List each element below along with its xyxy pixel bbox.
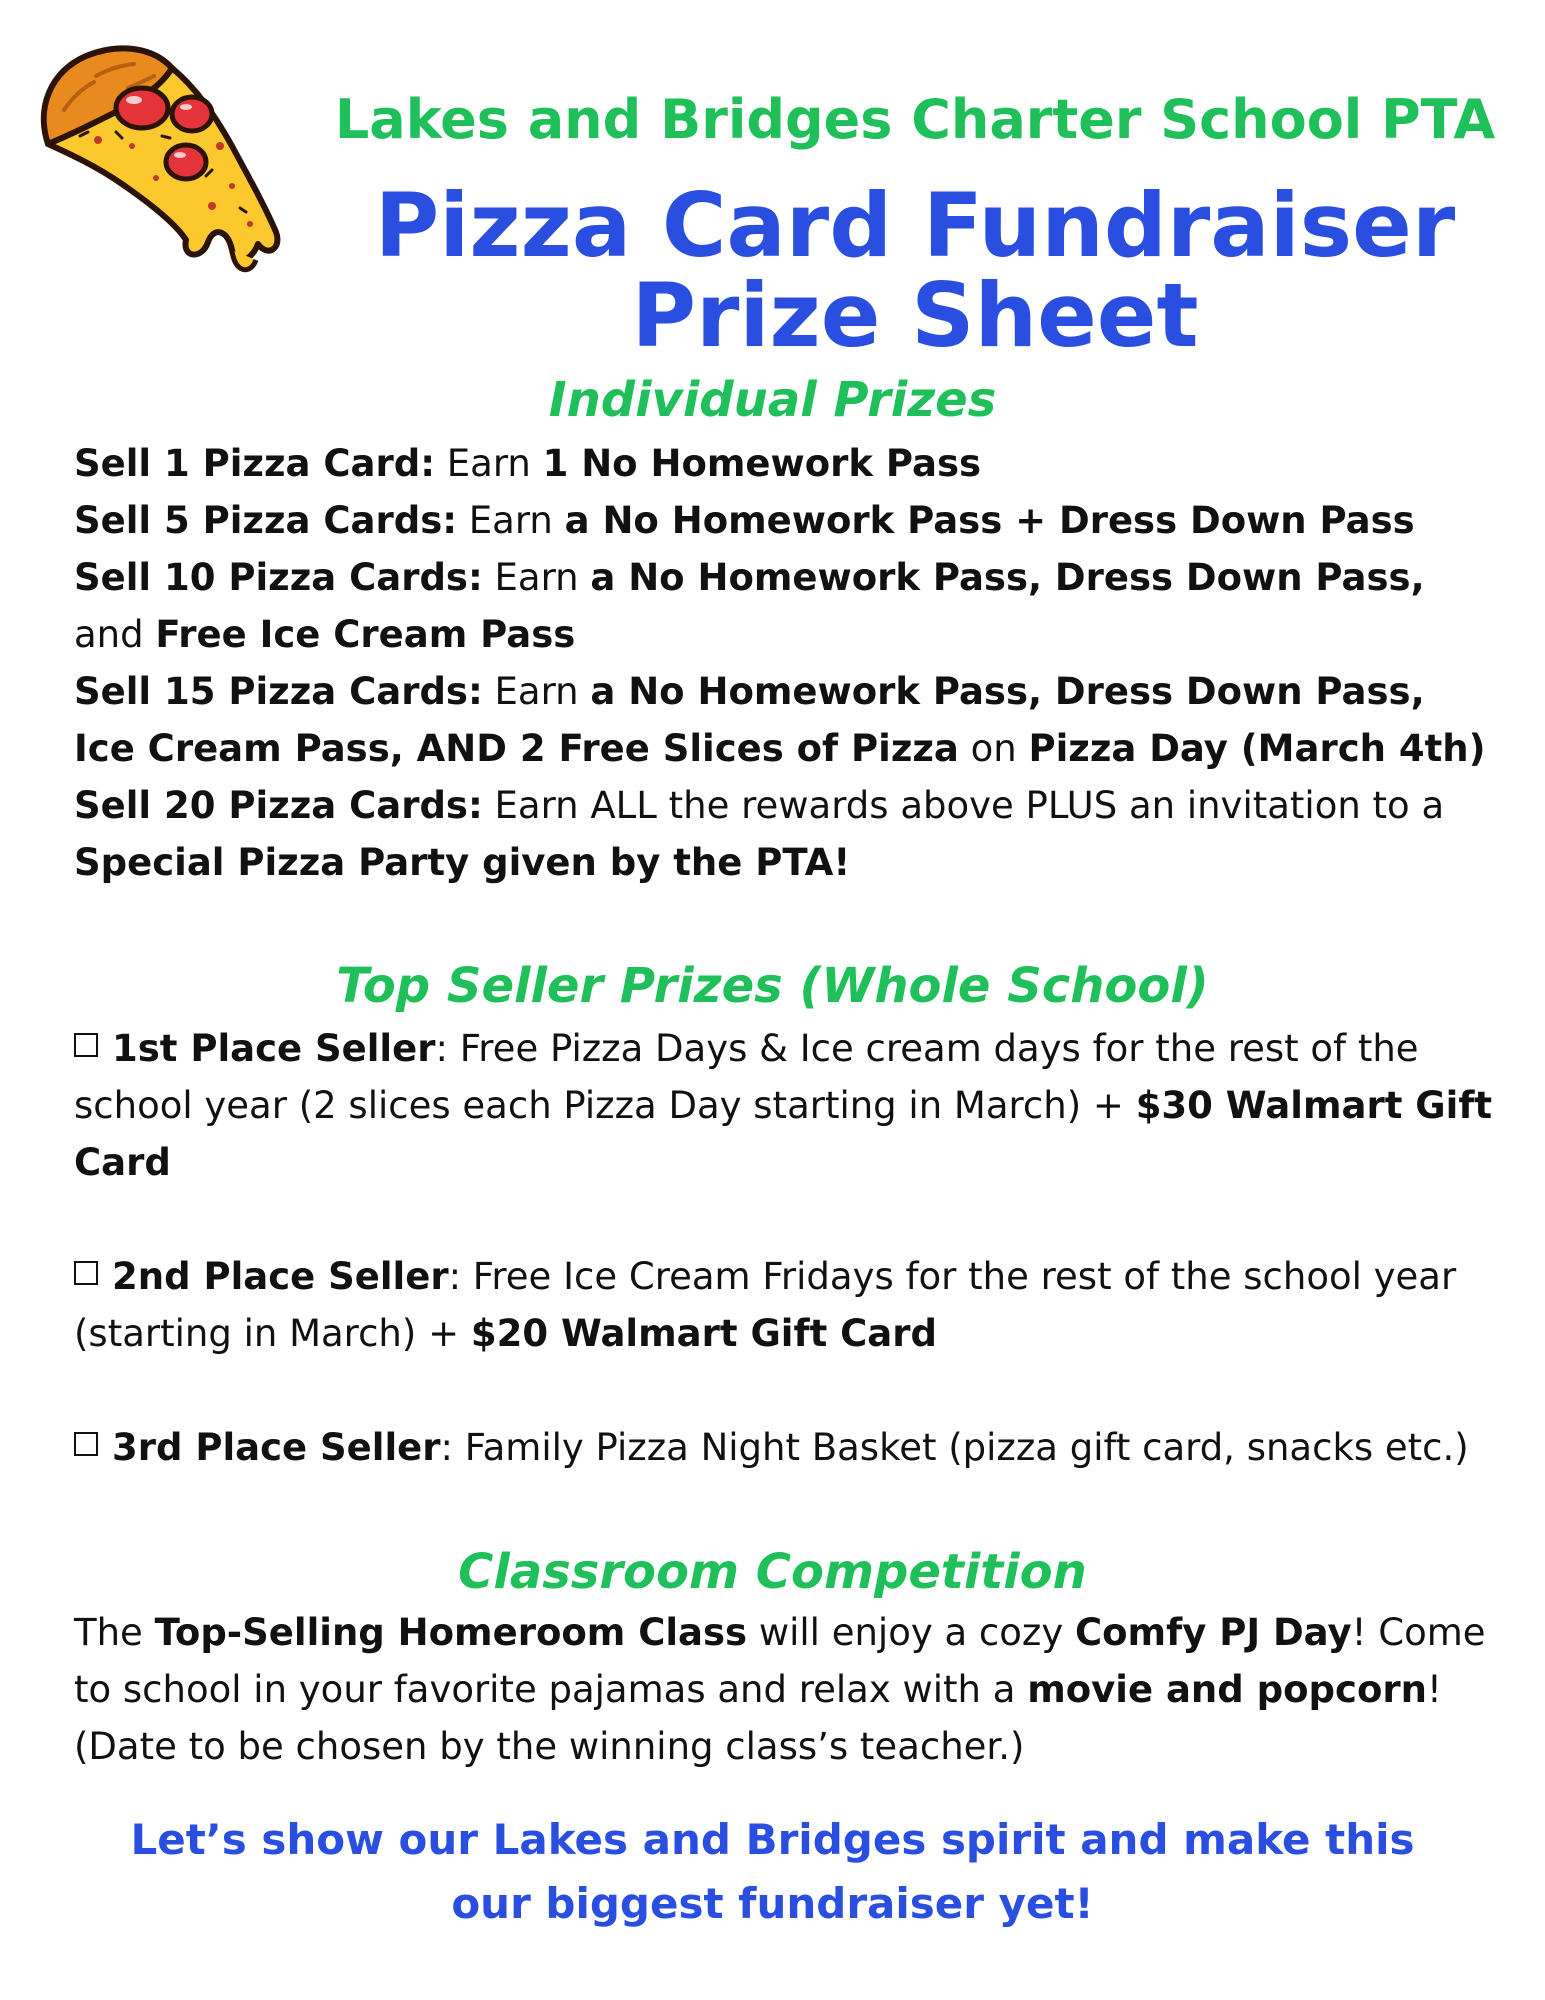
- tier-sell-label: Sell 20 Pizza Cards:: [74, 784, 483, 827]
- place-label: 3rd Place Seller: [112, 1426, 441, 1469]
- place-description: : Free Ice Cream Fridays for the rest of the school year (starting in March) +: [74, 1255, 1457, 1355]
- tier-connector-text: and: [74, 613, 156, 656]
- first-place-item: [74, 1020, 1494, 1191]
- tier-reward-extra: Free Ice Cream Pass: [155, 613, 576, 656]
- third-place-item: [74, 1419, 1494, 1476]
- prize-tier-20: [74, 777, 1494, 891]
- tier-earn-text: Earn: [482, 670, 591, 713]
- tier-sell-label: Sell 15 Pizza Cards:: [74, 670, 483, 713]
- tier-reward: 1 No Homework Pass: [542, 442, 981, 485]
- tier-reward-extra: Pizza Day (March 4th): [1028, 727, 1486, 770]
- classroom-paragraph: [74, 1604, 1494, 1775]
- prize-tier-5: [74, 492, 1494, 549]
- organization-name: Lakes and Bridges Charter School PTA: [334, 88, 1496, 151]
- tier-reward: Special Pizza Party given by the PTA!: [74, 841, 851, 884]
- prize-tier-1: [74, 435, 1494, 492]
- tier-reward: a No Homework Pass, Dress Down Pass,: [590, 556, 1425, 599]
- page-title-line-2: Prize Sheet: [631, 264, 1199, 367]
- place-label: 1st Place Seller: [112, 1027, 436, 1070]
- closing-message: Let’s show our Lakes and Bridges spirit and make this our biggest fundraiser yet!: [130, 1815, 1415, 1928]
- classroom-competition-heading: Classroom Competition: [458, 1544, 1087, 1600]
- place-label: 2nd Place Seller: [112, 1255, 449, 1298]
- individual-prizes-heading: Individual Prizes: [548, 372, 997, 428]
- place-description: : Free Pizza Days & Ice cream days for the rest of the school year (2 slices each Pizza Day starting in March) +: [74, 1027, 1419, 1127]
- place-gift-card: $20 Walmart Gift Card: [470, 1312, 938, 1355]
- tier-earn-text: Earn: [435, 442, 543, 485]
- tier-sell-label: Sell 5 Pizza Cards:: [74, 499, 458, 542]
- pizza-slice-icon: [36, 36, 336, 286]
- checkbox-icon: [74, 1432, 98, 1456]
- tier-reward: a No Homework Pass + Dress Down Pass: [564, 499, 1415, 542]
- tier-earn-text: Earn: [482, 556, 591, 599]
- text-run-bold: Comfy PJ Day: [1074, 1611, 1352, 1654]
- classroom-competition-text: [74, 1604, 1494, 1775]
- tier-connector-text: on: [958, 727, 1029, 770]
- text-run: The: [74, 1611, 155, 1654]
- prize-tier-15: [74, 663, 1494, 777]
- text-run-bold: Top-Selling Homeroom Class: [154, 1611, 748, 1654]
- page-title-line-1: Pizza Card Fundraiser: [374, 174, 1456, 277]
- checkbox-icon: [74, 1261, 98, 1285]
- individual-prizes-list: [74, 435, 1494, 891]
- place-description: : Family Pizza Night Basket (pizza gift card, snacks etc.): [440, 1426, 1469, 1469]
- text-run: ! Come to school in your favorite pajamas and relax with a: [74, 1611, 1486, 1711]
- text-run-bold: movie and popcorn: [1027, 1668, 1427, 1711]
- prize-tier-10: [74, 549, 1494, 663]
- text-run: ! (Date to be chosen by the winning class’s teacher.): [74, 1668, 1442, 1768]
- top-seller-heading: Top Seller Prizes (Whole School): [336, 958, 1209, 1014]
- text-run: will enjoy a cozy: [747, 1611, 1075, 1654]
- tier-sell-label: Sell 10 Pizza Cards:: [74, 556, 483, 599]
- second-place-item: [74, 1248, 1494, 1362]
- tier-sell-label: Sell 1 Pizza Card:: [74, 442, 435, 485]
- tier-earn-text: Earn: [457, 499, 565, 542]
- tier-earn-text: Earn ALL the rewards above PLUS an invitation to a: [482, 784, 1445, 827]
- place-gift-card: $30 Walmart Gift Card: [74, 1084, 1493, 1184]
- checkbox-icon: [74, 1033, 98, 1057]
- tier-reward: a No Homework Pass, Dress Down Pass, Ice Cream Pass, AND 2 Free Slices of Pizza: [74, 670, 1425, 770]
- top-seller-list: [74, 1020, 1494, 1476]
